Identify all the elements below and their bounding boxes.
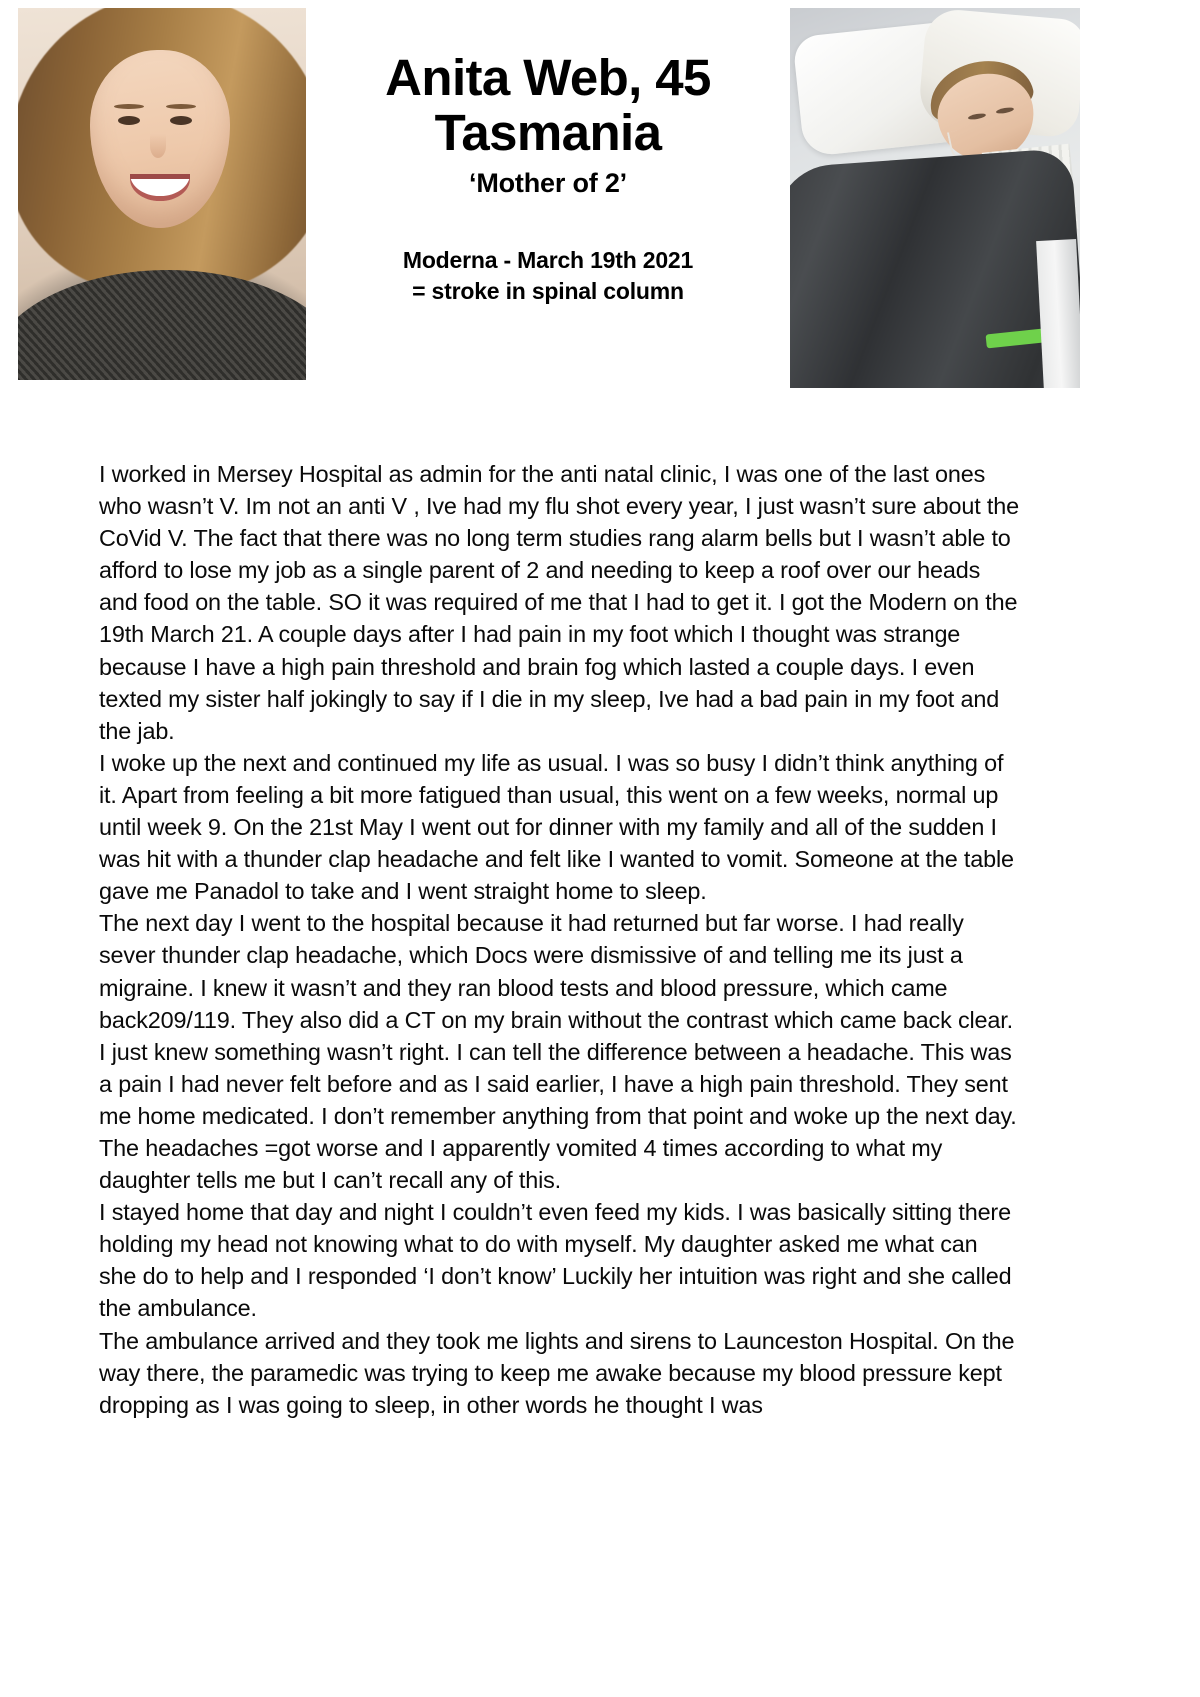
vaccine-outcome-block <box>306 245 790 306</box>
vaccine-and-date: Moderna - March 19th 2021 <box>402 247 694 274</box>
portrait-eye-right <box>170 116 192 125</box>
story-paragraph: I worked in Mersey Hospital as admin for the anti natal clinic, I was one of the last ones who wasn’t V. Im not an anti V , Ive had my flu shot every year, I just wasn’t sure about the CoVid V. The fact that there was no long term studies rang alarm bells but I wasn’t able to afford to lose my job as a single parent of 2 and needing to keep a roof over our heads and food on the table. SO it was required of me that I had to get it. I got the Modern on the 19th March 21. A couple days after I had pain in my foot which I thought was strange because I have a high pain threshold and brain fog which lasted a couple days. I even texted my sister half jokingly to say if I die in my sleep, Ive had a bad pain in my foot and the jab. <box>99 461 1019 744</box>
hospital-bed-rail <box>1036 239 1080 388</box>
story-paragraph: I woke up the next and continued my life as usual. I was so busy I didn’t think anything of it. Apart from feeling a bit more fatigued than usual, this went on a few weeks, normal up until week 9. On the 21st May I went out for dinner with my family and all of the sudden I was hit with a thunder clap headache and felt like I wanted to vomit. Someone at the table gave me Panadol to take and I went straight home to sleep. <box>99 749 1014 905</box>
hospital-bed-photo-of-anita <box>790 8 1080 388</box>
portrait-eyebrow-left <box>114 104 144 109</box>
subject-location-line: Tasmania <box>434 104 662 162</box>
header-section <box>0 0 1200 395</box>
subject-name-line: Anita Web, 45 <box>385 49 711 106</box>
portrait-nose <box>150 134 166 158</box>
outcome-line: = stroke in spinal column <box>412 277 684 304</box>
hospital-blanket <box>790 148 1080 388</box>
portrait-eye-left <box>118 116 140 125</box>
story-paragraph: The ambulance arrived and they took me lights and sirens to Launceston Hospital. On the way there, the paramedic was trying to keep me awake because my blood pressure kept dropping as I was going to sleep, in other words he thought I was <box>99 1327 1015 1418</box>
story-paragraph: The next day I went to the hospital because it had returned but far worse. I had really sever thunder clap headache, which Docs were dismissive of and telling me its just a migraine. I knew it wasn’t and they ran blood tests and blood pressure, which came back209/119. They also did a CT on my brain without the contrast which came back clear. <box>99 910 1013 1033</box>
title-block <box>306 50 790 306</box>
subject-role: ‘Mother of 2’ <box>469 168 627 199</box>
story-paragraph: I just knew something wasn’t right. I can tell the difference between a headache. This was a pain I had never felt before and as I said earlier, I have a high pain threshold. They sent me home medicated. I don’t remember anything from that point and woke up the next day. The headaches =got worse and I apparently vomited 4 times according to what my daughter tells me but I can’t recall any of this. <box>99 1038 1017 1194</box>
story-paragraph: I stayed home that day and night I couldn’t even feed my kids. I was basically sitting there holding my head not knowing what to do with myself. My daughter asked me what can she do to help and I responded ‘I don’t know’ Luckily her intuition was right and she called the ambulance. <box>99 1199 1012 1322</box>
story-text-body <box>99 458 1019 1421</box>
page-title <box>306 50 790 160</box>
portrait-photo-of-anita <box>18 8 306 380</box>
portrait-eyebrow-right <box>166 104 196 109</box>
